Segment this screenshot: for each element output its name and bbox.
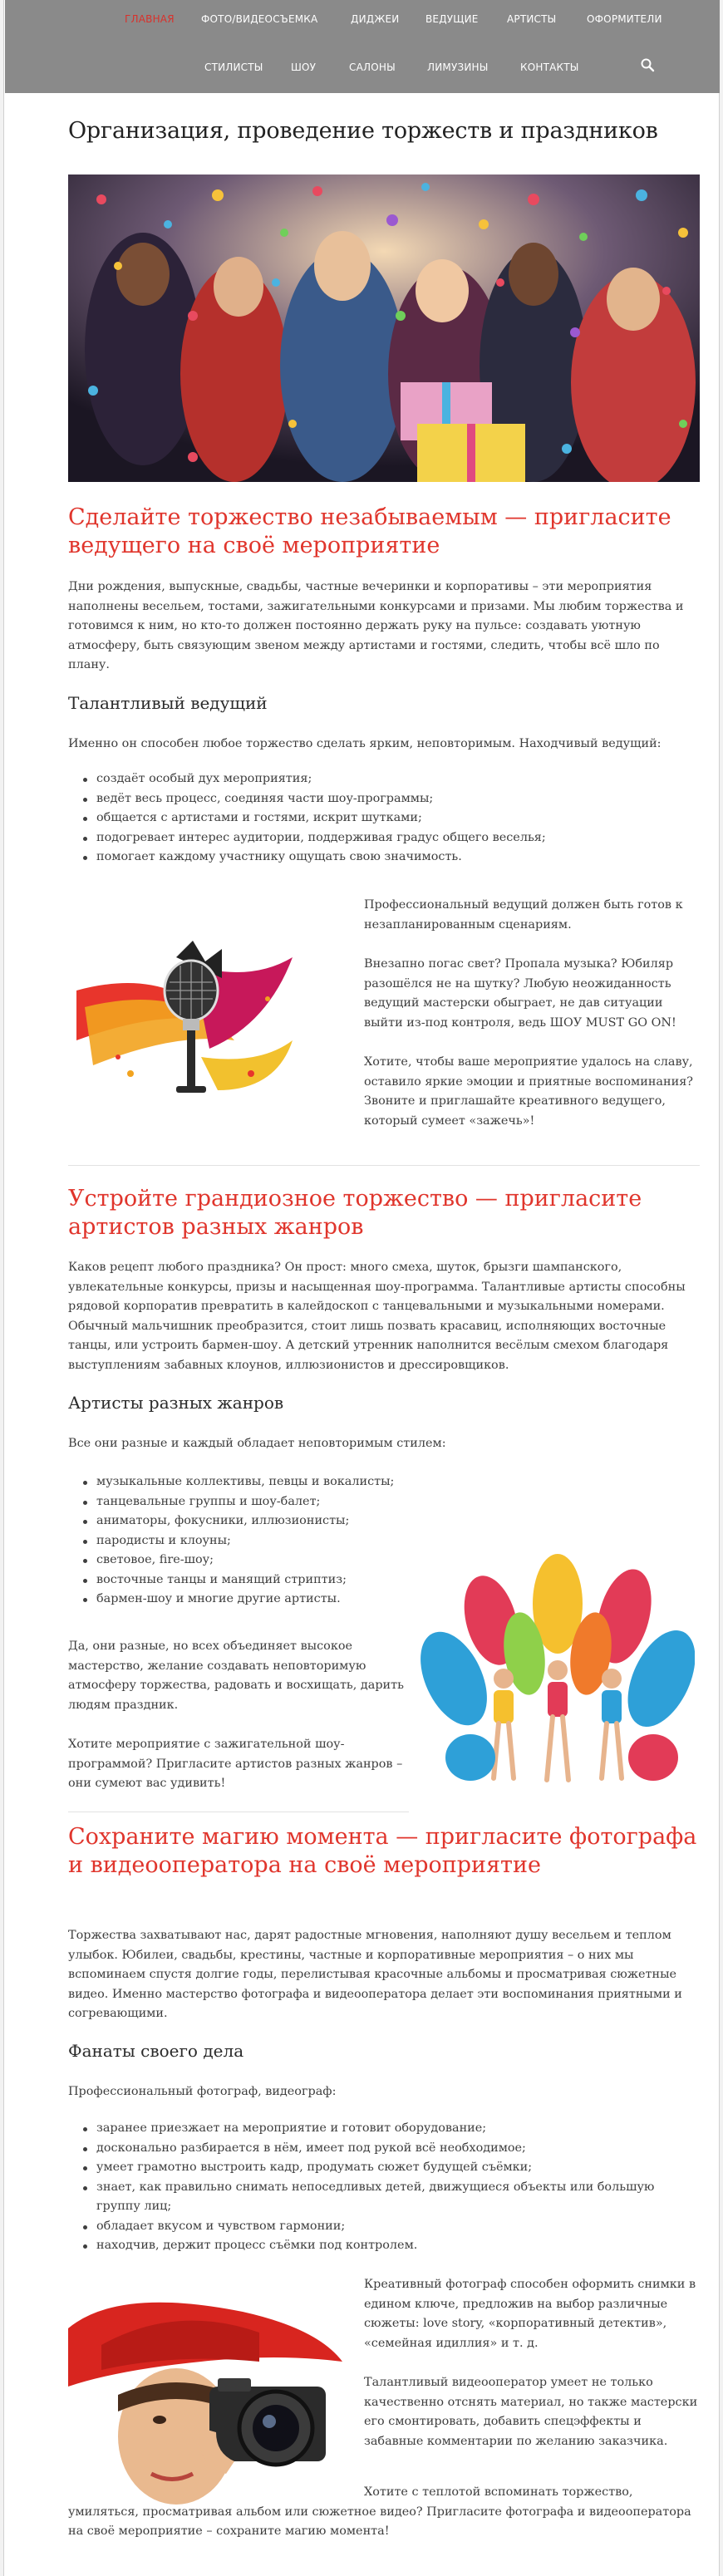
list-item: заранее приезжает на мероприятие и готовит оборудование;	[83, 2119, 698, 2139]
section-photo-closing: Хотите с теплотой вспоминать торжество, умиляться, просматривая альбом или сюжетное видео? Пригласите фотографа и видеооператора на своё мероприятие – сохраните магию момента!	[68, 2485, 691, 2538]
list-item: создаёт особый дух мероприятия;	[83, 769, 546, 789]
page-title: Организация, проведение торжеств и праздников	[68, 118, 658, 144]
section-photo-heading: Сохраните магию момента — пригласите фотографа и видеооператора на своё мероприятие	[68, 1824, 697, 1878]
host-side-paragraph: Внезапно погас свет? Пропала музыка? Юбиляр разошёлся не на шутку? Любую неожиданность ведущий мастерски обыграет, не дав ситуации выйти из-под контроля, ведь ШОУ MUST GO ON!	[364, 957, 676, 1030]
host-side-paragraph: Хотите, чтобы ваше мероприятие удалось на славу, оставило яркие эмоции и приятные воспоминания? Звоните и приглашайте креативного ведущего, который сумеет «зажечь»!	[364, 1055, 693, 1128]
list-item: досконально разбирается в нём, имеет под рукой всё необходимое;	[83, 2139, 698, 2159]
photo-side-paragraph: Талантливый видеооператор умеет не только качественно отснять материал, но также мастерски его смонтировать, добавить спецэффекты и забавные комментарии по желанию заказчика.	[364, 2376, 698, 2448]
photo-side-text	[364, 2275, 700, 2471]
list-item: помогает каждому участнику ощущать свою значимость.	[83, 848, 546, 868]
nav-decorators[interactable]: ОФОРМИТЕЛИ	[587, 13, 662, 25]
section-host-subheading: Талантливый ведущий	[68, 693, 268, 713]
host-side-text	[364, 896, 700, 1151]
dancers-image	[421, 1554, 695, 1803]
artists-side-paragraph: Да, они разные, но всех объединяет высокое мастерство, желание создавать неповторимую атмосферу торжества, радовать и восхищать, дарить людям праздник.	[68, 1639, 404, 1712]
nav-hosts[interactable]: ВЕДУЩИЕ	[425, 13, 479, 25]
section-host-intro: Дни рождения, выпускные, свадьбы, частные вечеринки и корпоративы – эти мероприятия наполнены весельем, тостами, зажигательными конкурсами и призами. Мы любим торжества и готовимся к ним, но кто-то должен постоянно держать руку на пульсе: создавать уютную атмосферу, быть связующим звеном между артистами и гостями, следить, чтобы всё шло по плану.	[68, 580, 684, 671]
host-side-paragraph: Профессиональный ведущий должен быть готов к незапланированным сценариям.	[364, 898, 683, 932]
top-navigation	[5, 0, 720, 93]
list-item: находчив, держит процесс съёмки под контролем.	[83, 2236, 698, 2256]
microphone-image	[68, 932, 301, 1115]
list-item: танцевальные группы и шоу-балет;	[83, 1492, 394, 1512]
list-item: подогревает интерес аудитории, поддерживая градус общего веселья;	[83, 828, 546, 848]
artist-genres-list	[83, 1472, 394, 1610]
photographer-qualities-list	[83, 2119, 698, 2256]
list-item: пародисты и клоуны;	[83, 1531, 394, 1551]
list-item: знает, как правильно снимать непоседливых детей, движущиеся объекты или большую группу лиц;	[83, 2178, 698, 2217]
photo-side-paragraph: Креативный фотограф способен оформить снимки в едином ключе, предложив на выбор различные сюжеты: love story, «корпоративный детектив», «семейная идиллия» и т. д.	[364, 2278, 696, 2350]
list-item: умеет грамотно выстроить кадр, продумать сюжет будущей съёмки;	[83, 2158, 698, 2178]
section-photo-lead: Профессиональный фотограф, видеограф:	[68, 2085, 337, 2098]
list-item: аниматоры, фокусники, иллюзионисты;	[83, 1512, 394, 1531]
section-artists-heading: Устройте грандиозное торжество — пригласите артистов разных жанров	[68, 1186, 642, 1240]
list-item: общается с артистами и гостями, искрит шутками;	[83, 809, 546, 828]
host-qualities-list	[83, 769, 546, 868]
nav-djs[interactable]: ДИДЖЕИ	[351, 13, 400, 25]
section-artists-subheading: Артисты разных жанров	[68, 1393, 284, 1413]
section-host-heading: Сделайте торжество незабываемым — пригласите ведущего на своё мероприятие	[68, 504, 671, 558]
section-host-lead: Именно он способен любое торжество сделать ярким, неповторимым. Находчивый ведущий:	[68, 737, 662, 750]
list-item: музыкальные коллективы, певцы и вокалисты;	[83, 1472, 394, 1492]
list-item: обладает вкусом и чувством гармонии;	[83, 2217, 698, 2237]
nav-stylists[interactable]: СТИЛИСТЫ	[204, 61, 263, 73]
section-photo-subheading: Фанаты своего дела	[68, 2041, 244, 2061]
section-artists-lead: Все они разные и каждый обладает неповторимым стилем:	[68, 1437, 446, 1450]
artists-side-paragraph: Хотите мероприятие с зажигательной шоу-программой? Пригласите артистов разных жанров – они сумеют вас удивить!	[68, 1738, 403, 1790]
list-item: световое, fire-шоу;	[83, 1551, 394, 1571]
nav-artists[interactable]: АРТИСТЫ	[507, 13, 557, 25]
list-item: ведёт весь процесс, соединяя части шоу-программы;	[83, 789, 546, 809]
list-item: бармен-шоу и многие другие артисты.	[83, 1590, 394, 1610]
artists-side-text	[68, 1637, 409, 1814]
nav-contacts[interactable]: КОНТАКТЫ	[520, 61, 579, 73]
nav-salons[interactable]: САЛОНЫ	[349, 61, 396, 73]
list-item: восточные танцы и манящий стриптиз;	[83, 1571, 394, 1590]
nav-limousines[interactable]: ЛИМУЗИНЫ	[427, 61, 489, 73]
hero-party-image	[68, 175, 700, 482]
search-icon[interactable]	[640, 57, 655, 72]
photographer-image	[68, 2295, 351, 2505]
nav-home[interactable]: ГЛАВНАЯ	[125, 13, 175, 25]
nav-show[interactable]: ШОУ	[291, 61, 317, 73]
party-crowd-illustration	[68, 175, 700, 482]
nav-photo-video[interactable]: ФОТО/ВИДЕОСЪЕМКА	[201, 13, 318, 25]
section-artists-intro: Каков рецепт любого праздника? Он прост: много смеха, шуток, брызги шампанского, увлекательные конкурсы, призы и насыщенная шоу-программа. Талантливые артисты способны рядовой корпоратив превратить в калейдоскоп с танцевальными и музыкальными номерами. Обычный мальчишник преобразится, стоит лишь позвать красавиц, исполняющих восточные танцы, или устроить бармен-шоу. А детский утренник наполнится весёлым смехом благодаря выступлениям забавных клоунов, иллюзионистов и дрессировщиков.	[68, 1261, 686, 1372]
section-divider	[68, 1165, 700, 1166]
section-photo-intro: Торжества захватывают нас, дарят радостные мгновения, наполняют душу весельем и теплом улыбок. Юбилеи, свадьбы, крестины, частные и корпоративные мероприятия – о них мы вспоминаем спустя долгие годы, перелистывая красочные альбомы и просматривая сюжетные видео. Именно мастерство фотографа и видеооператора делает эти воспоминания приятными и согревающими.	[68, 1929, 682, 2020]
